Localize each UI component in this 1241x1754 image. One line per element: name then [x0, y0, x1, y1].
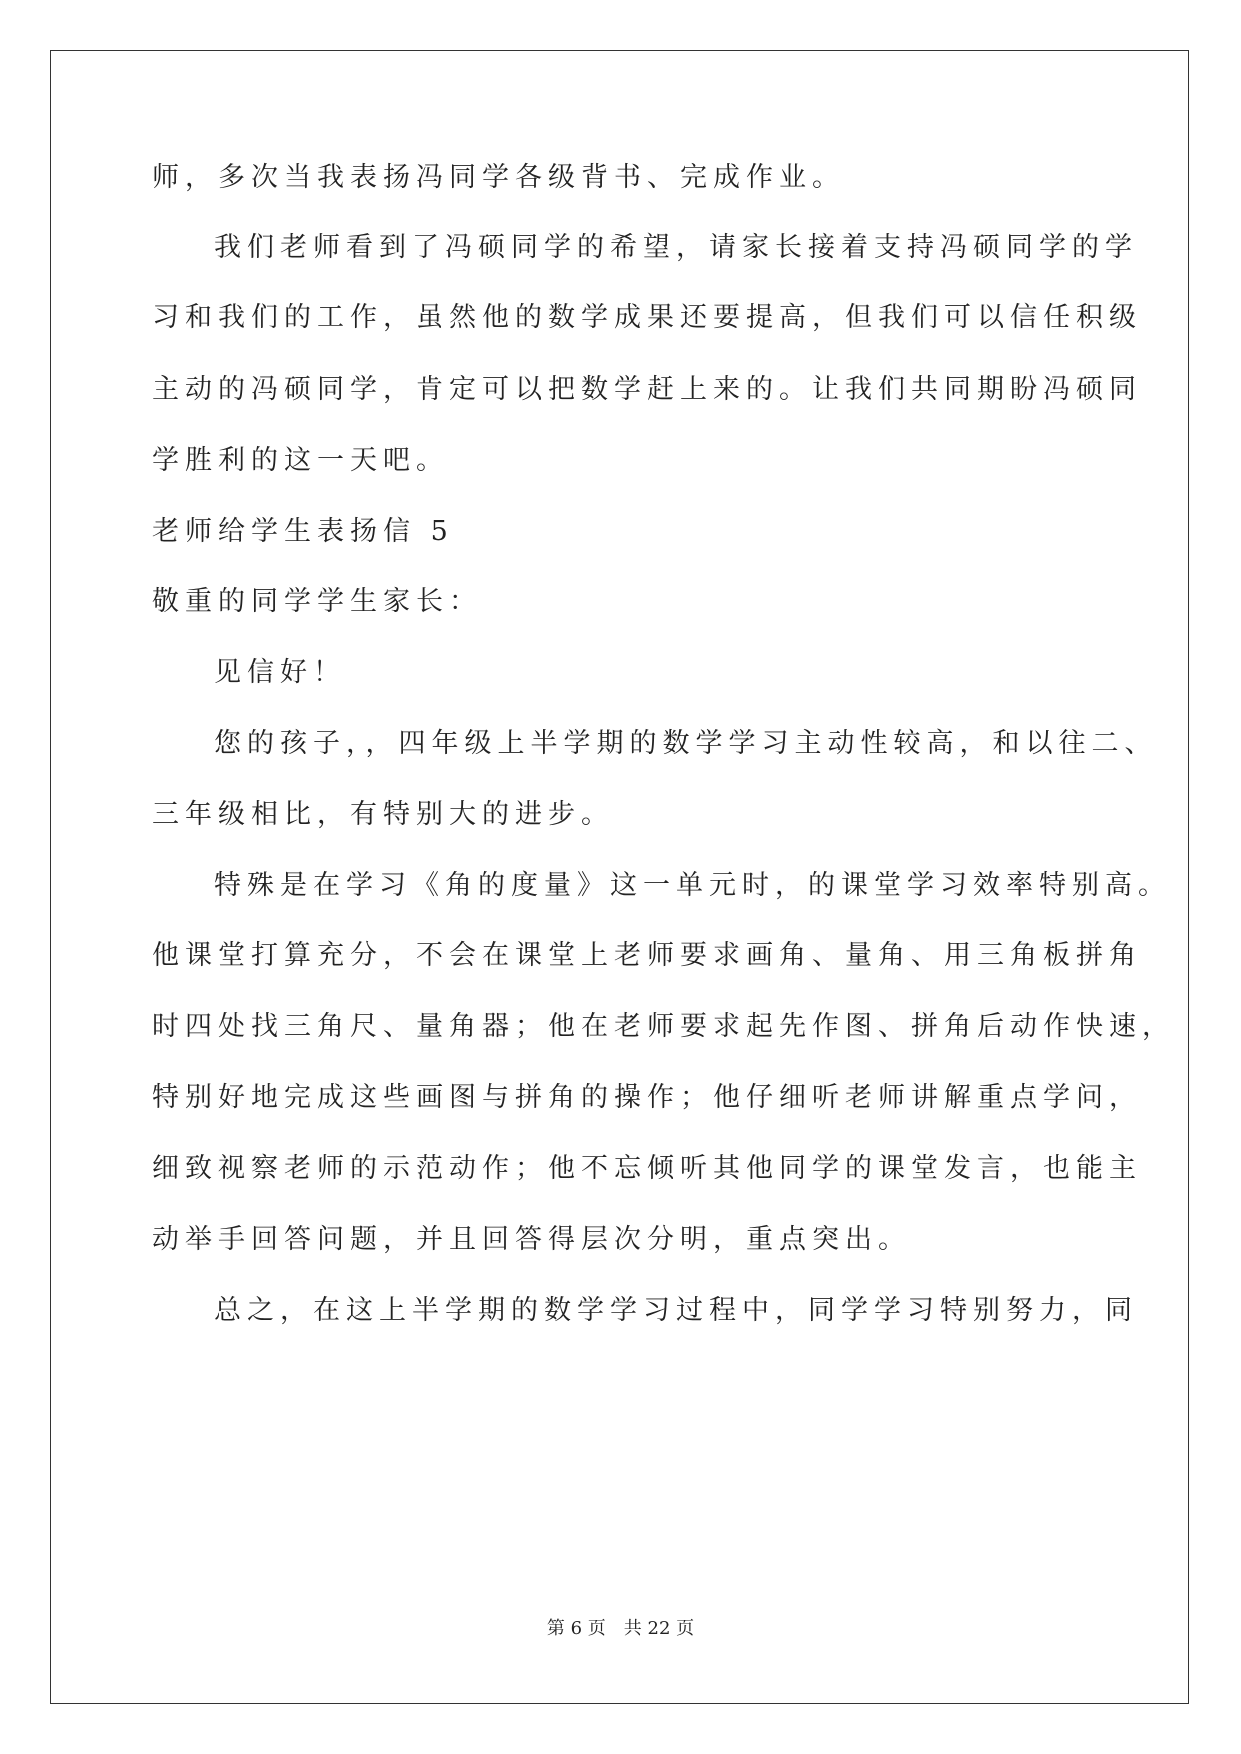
body-line: 三年级相比，有特别大的进步。: [152, 799, 614, 830]
body-line: 总之，在这上半学期的数学学习过程中，同学学习特别努力，同: [214, 1295, 1138, 1326]
body-line: 师，多次当我表扬冯同学各级背书、完成作业。: [152, 162, 845, 193]
body-line: 特殊是在学习《角的度量》这一单元时，的课堂学习效率特别高。: [214, 870, 1171, 901]
body-line: 细致视察老师的示范动作；他不忘倾听其他同学的课堂发言，也能主: [152, 1153, 1142, 1184]
section-heading: 老师给学生表扬信 5: [152, 516, 454, 547]
body-line: 习和我们的工作，虽然他的数学成果还要提高，但我们可以信任积级: [152, 302, 1142, 333]
body-line: 动举手回答问题，并且回答得层次分明，重点突出。: [152, 1224, 911, 1255]
greeting: 见信好！: [214, 657, 346, 688]
salutation: 敬重的同学学生家长：: [152, 586, 482, 617]
body-line: 时四处找三角尺、量角器；他在老师要求起先作图、拼角后动作快速，: [152, 1011, 1175, 1042]
body-line: 特别好地完成这些画图与拼角的操作；他仔细听老师讲解重点学问，: [152, 1082, 1142, 1113]
body-line: 主动的冯硕同学，肯定可以把数学赶上来的。让我们共同期盼冯硕同: [152, 374, 1142, 405]
body-line: 他课堂打算充分，不会在课堂上老师要求画角、量角、用三角板拼角: [152, 940, 1142, 971]
body-line: 学胜利的这一天吧。: [152, 445, 449, 476]
body-line: 我们老师看到了冯硕同学的希望，请家长接着支持冯硕同学的学: [214, 232, 1138, 263]
body-line: 您的孩子，，四年级上半学期的数学学习主动性较高，和以往二、: [214, 728, 1158, 759]
page-number: 第 6 页 共 22 页: [546, 1618, 695, 1639]
